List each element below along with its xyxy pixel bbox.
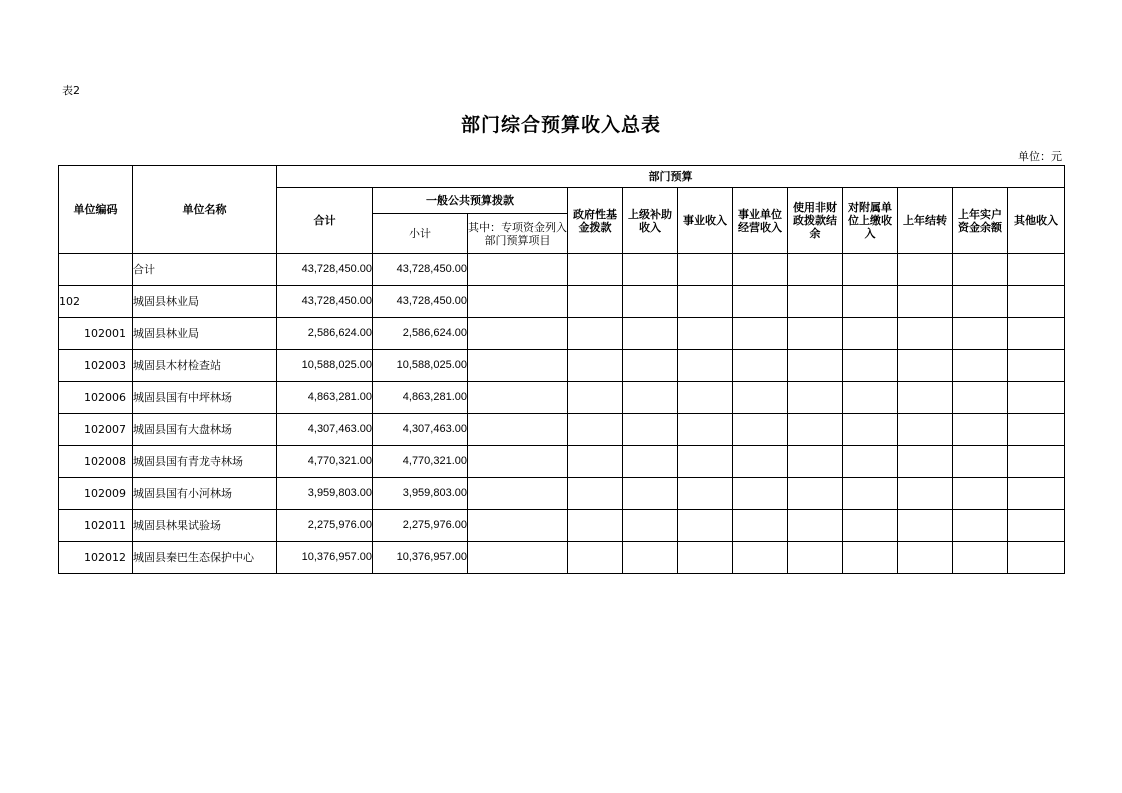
subtotal-cell: 2,586,624.00 — [373, 318, 468, 350]
empty-cell — [898, 382, 953, 414]
table-row — [59, 510, 1065, 542]
total-cell: 2,275,976.00 — [277, 510, 373, 542]
empty-cell — [623, 254, 678, 286]
empty-cell — [678, 318, 733, 350]
empty-cell — [788, 318, 843, 350]
total-cell: 10,376,957.00 — [277, 542, 373, 574]
subtotal-cell: 4,307,463.00 — [373, 414, 468, 446]
table-row — [59, 254, 1065, 286]
empty-cell — [568, 254, 623, 286]
header-affiliated-income: 对附属单位上缴收入 — [843, 188, 898, 254]
unit-label: 单位：元 — [1018, 150, 1062, 163]
empty-cell — [788, 254, 843, 286]
empty-cell — [898, 350, 953, 382]
empty-cell — [623, 318, 678, 350]
total-cell: 4,307,463.00 — [277, 414, 373, 446]
unit-code-cell: 102003 — [59, 350, 133, 382]
empty-cell — [953, 286, 1008, 318]
empty-cell — [623, 286, 678, 318]
empty-cell — [898, 446, 953, 478]
total-cell: 4,863,281.00 — [277, 382, 373, 414]
empty-cell — [733, 542, 788, 574]
header-business-income: 事业收入 — [678, 188, 733, 254]
header-subtotal: 小计 — [373, 214, 468, 254]
empty-cell — [843, 382, 898, 414]
empty-cell — [733, 318, 788, 350]
empty-cell — [468, 254, 568, 286]
empty-cell — [953, 318, 1008, 350]
empty-cell — [843, 478, 898, 510]
empty-cell — [843, 510, 898, 542]
empty-cell — [468, 446, 568, 478]
empty-cell — [843, 286, 898, 318]
empty-cell — [733, 446, 788, 478]
header-prior-balance: 上年实户资金余额 — [953, 188, 1008, 254]
empty-cell — [623, 510, 678, 542]
empty-cell — [898, 510, 953, 542]
empty-cell — [733, 286, 788, 318]
subtotal-cell: 43,728,450.00 — [373, 254, 468, 286]
empty-cell — [568, 382, 623, 414]
empty-cell — [468, 478, 568, 510]
empty-cell — [788, 542, 843, 574]
empty-cell — [953, 446, 1008, 478]
table-row — [59, 286, 1065, 318]
empty-cell — [568, 446, 623, 478]
empty-cell — [788, 286, 843, 318]
empty-cell — [468, 510, 568, 542]
unit-code-cell: 102008 — [59, 446, 133, 478]
empty-cell — [733, 510, 788, 542]
header-other-income: 其他收入 — [1008, 188, 1065, 254]
unit-name-cell: 城固县秦巴生态保护中心 — [133, 542, 277, 574]
unit-code-cell: 102011 — [59, 510, 133, 542]
empty-cell — [843, 350, 898, 382]
empty-cell — [468, 414, 568, 446]
empty-cell — [953, 254, 1008, 286]
empty-cell — [568, 286, 623, 318]
budget-income-table — [58, 165, 1065, 574]
subtotal-cell: 4,770,321.00 — [373, 446, 468, 478]
empty-cell — [898, 318, 953, 350]
empty-cell — [1008, 446, 1065, 478]
empty-cell — [568, 478, 623, 510]
total-cell: 43,728,450.00 — [277, 254, 373, 286]
empty-cell — [1008, 478, 1065, 510]
unit-name-cell: 合计 — [133, 254, 277, 286]
empty-cell — [733, 382, 788, 414]
empty-cell — [568, 414, 623, 446]
empty-cell — [678, 286, 733, 318]
empty-cell — [678, 478, 733, 510]
unit-name-cell: 城固县林业局 — [133, 286, 277, 318]
empty-cell — [623, 446, 678, 478]
table-row — [59, 414, 1065, 446]
empty-cell — [898, 542, 953, 574]
empty-cell — [678, 350, 733, 382]
empty-cell — [898, 254, 953, 286]
subtotal-cell: 4,863,281.00 — [373, 382, 468, 414]
empty-cell — [788, 446, 843, 478]
empty-cell — [678, 510, 733, 542]
header-gov-fund: 政府性基金拨款 — [568, 188, 623, 254]
empty-cell — [468, 318, 568, 350]
empty-cell — [568, 350, 623, 382]
table-row — [59, 478, 1065, 510]
empty-cell — [678, 382, 733, 414]
empty-cell — [468, 350, 568, 382]
header-total: 合计 — [277, 188, 373, 254]
empty-cell — [468, 542, 568, 574]
header-operating-income: 事业单位经营收入 — [733, 188, 788, 254]
header-dept-budget: 部门预算 — [277, 166, 1065, 188]
unit-code-cell: 102009 — [59, 478, 133, 510]
empty-cell — [623, 382, 678, 414]
empty-cell — [1008, 254, 1065, 286]
empty-cell — [623, 542, 678, 574]
empty-cell — [843, 446, 898, 478]
empty-cell — [623, 478, 678, 510]
subtotal-cell: 10,376,957.00 — [373, 542, 468, 574]
empty-cell — [843, 254, 898, 286]
empty-cell — [1008, 318, 1065, 350]
total-cell: 3,959,803.00 — [277, 478, 373, 510]
unit-code-cell: 102006 — [59, 382, 133, 414]
empty-cell — [843, 542, 898, 574]
table-row — [59, 350, 1065, 382]
unit-name-cell: 城固县木材检查站 — [133, 350, 277, 382]
empty-cell — [568, 542, 623, 574]
empty-cell — [953, 478, 1008, 510]
total-cell: 10,588,025.00 — [277, 350, 373, 382]
empty-cell — [953, 382, 1008, 414]
table-row — [59, 318, 1065, 350]
unit-code-cell: 102 — [59, 286, 133, 318]
table-row — [59, 446, 1065, 478]
empty-cell — [843, 318, 898, 350]
unit-code-cell: 102012 — [59, 542, 133, 574]
unit-code-cell: 102001 — [59, 318, 133, 350]
empty-cell — [1008, 510, 1065, 542]
unit-name-cell: 城固县林业局 — [133, 318, 277, 350]
unit-name-cell: 城固县国有大盘林场 — [133, 414, 277, 446]
empty-cell — [1008, 414, 1065, 446]
empty-cell — [788, 382, 843, 414]
empty-cell — [788, 478, 843, 510]
subtotal-cell: 10,588,025.00 — [373, 350, 468, 382]
empty-cell — [788, 510, 843, 542]
empty-cell — [953, 414, 1008, 446]
subtotal-cell: 43,728,450.00 — [373, 286, 468, 318]
empty-cell — [953, 510, 1008, 542]
header-superior-subsidy: 上级补助收入 — [623, 188, 678, 254]
empty-cell — [678, 446, 733, 478]
empty-cell — [1008, 542, 1065, 574]
header-unit-name: 单位名称 — [133, 166, 277, 254]
total-cell: 2,586,624.00 — [277, 318, 373, 350]
empty-cell — [898, 286, 953, 318]
header-general-public: 一般公共预算拨款 — [373, 188, 568, 214]
empty-cell — [953, 542, 1008, 574]
empty-cell — [468, 286, 568, 318]
empty-cell — [733, 254, 788, 286]
empty-cell — [788, 350, 843, 382]
empty-cell — [788, 414, 843, 446]
unit-name-cell: 城固县国有小河林场 — [133, 478, 277, 510]
empty-cell — [678, 414, 733, 446]
unit-code-cell — [59, 254, 133, 286]
subtotal-cell: 3,959,803.00 — [373, 478, 468, 510]
table-row — [59, 542, 1065, 574]
empty-cell — [1008, 382, 1065, 414]
empty-cell — [623, 350, 678, 382]
empty-cell — [623, 414, 678, 446]
empty-cell — [1008, 286, 1065, 318]
header-unit-code: 单位编码 — [59, 166, 133, 254]
unit-code-cell: 102007 — [59, 414, 133, 446]
header-special-fund: 其中：专项资金列入部门预算项目 — [468, 214, 568, 254]
empty-cell — [733, 414, 788, 446]
page-title: 部门综合预算收入总表 — [460, 114, 661, 136]
unit-name-cell: 城固县国有青龙寺林场 — [133, 446, 277, 478]
table-row — [59, 382, 1065, 414]
empty-cell — [468, 382, 568, 414]
total-cell: 4,770,321.00 — [277, 446, 373, 478]
empty-cell — [898, 414, 953, 446]
empty-cell — [898, 478, 953, 510]
unit-name-cell: 城固县国有中坪林场 — [133, 382, 277, 414]
subtotal-cell: 2,275,976.00 — [373, 510, 468, 542]
table-number: 表2 — [62, 84, 80, 97]
header-non-tax-balance: 使用非财政拨款结余 — [788, 188, 843, 254]
total-cell: 43,728,450.00 — [277, 286, 373, 318]
empty-cell — [568, 318, 623, 350]
empty-cell — [733, 350, 788, 382]
empty-cell — [1008, 350, 1065, 382]
empty-cell — [733, 478, 788, 510]
empty-cell — [678, 254, 733, 286]
empty-cell — [953, 350, 1008, 382]
header-carryover: 上年结转 — [898, 188, 953, 254]
empty-cell — [678, 542, 733, 574]
empty-cell — [568, 510, 623, 542]
unit-name-cell: 城固县林果试验场 — [133, 510, 277, 542]
empty-cell — [843, 414, 898, 446]
